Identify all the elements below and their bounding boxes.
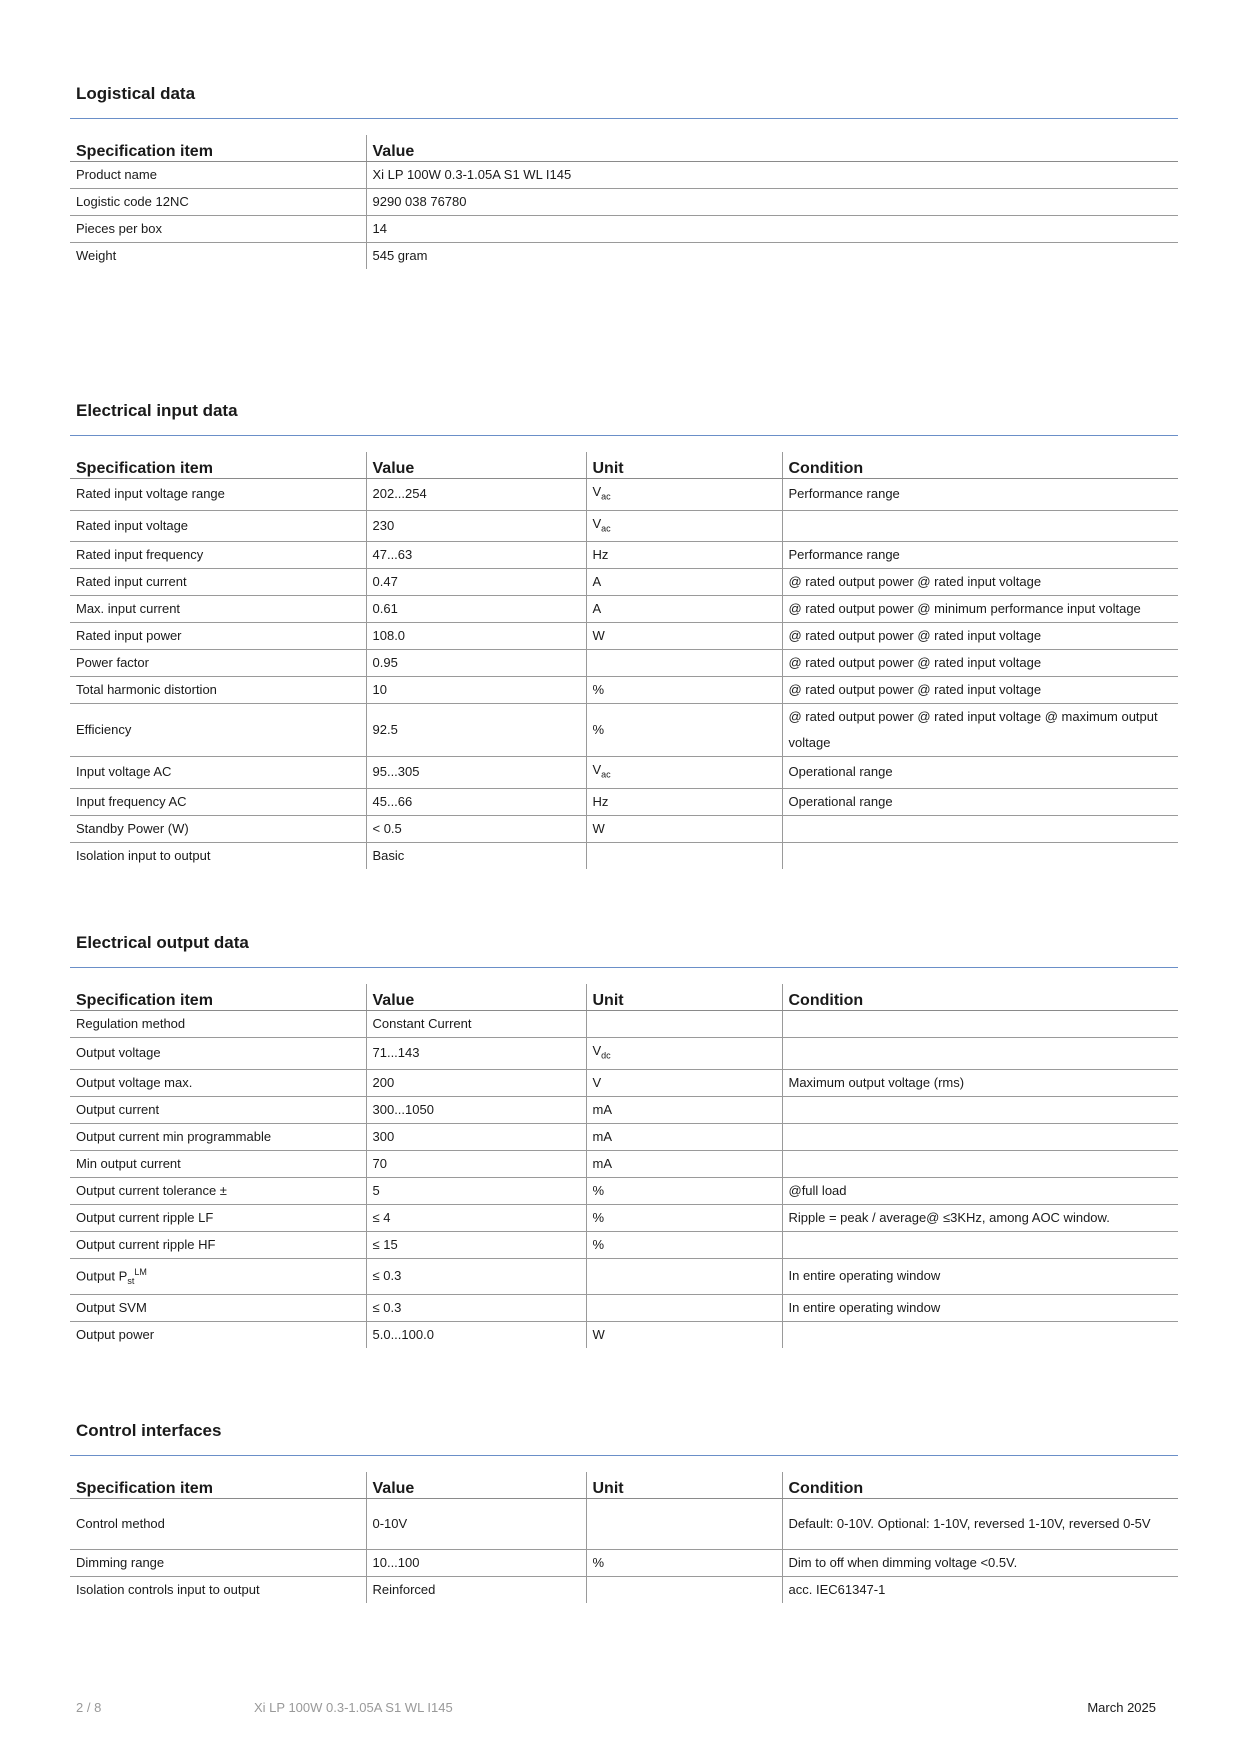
cell-unit-text: mA: [592, 1101, 612, 1117]
cell-unit-text: W: [592, 1326, 605, 1342]
cell-condition-text: Ripple = peak / average@ ≤3KHz, among AOC window.: [788, 1209, 1110, 1225]
cell-unit-text: V: [592, 1043, 602, 1058]
cell-unit: [586, 1294, 782, 1321]
cell-spec-item-text: Output power: [76, 1326, 155, 1342]
cell-condition-text: @ rated output power @ rated input voltage @ maximum output voltage: [788, 709, 1158, 751]
cell-value-text: 0.95: [372, 655, 398, 671]
cell-condition: [782, 677, 1178, 704]
header-value: Value: [366, 1472, 586, 1499]
electrical-input-table: [70, 452, 1178, 869]
cell-spec-item-text: Output current: [76, 1101, 160, 1117]
table-header-row: [70, 452, 1178, 479]
cell-condition: [782, 1038, 1178, 1070]
cell-unit: [586, 1258, 782, 1294]
cell-condition: [782, 1294, 1178, 1321]
cell-spec-item: [70, 542, 366, 569]
cell-spec-item: [70, 216, 366, 243]
cell-spec-item: [70, 243, 366, 270]
header-spec-item: Specification item: [70, 1472, 366, 1499]
cell-value-text: 92.5: [372, 722, 398, 738]
cell-value: [366, 1550, 586, 1577]
cell-spec-item-text: Control method: [76, 1516, 165, 1531]
cell-condition: [782, 1069, 1178, 1096]
section-title: Logistical data: [76, 84, 196, 103]
cell-value-text: 95...305: [372, 764, 420, 780]
cell-condition-text: Default: 0-10V. Optional: 1-10V, reversed 1-10V, reversed 0-5V: [788, 1516, 1151, 1531]
header-condition: Condition: [782, 452, 1178, 479]
cell-spec-item-text: Output voltage max.: [76, 1074, 193, 1090]
cell-spec-item-text: Min output current: [76, 1155, 181, 1171]
cell-unit-text: W: [592, 628, 605, 644]
cell-unit: [586, 479, 782, 511]
table-row: [70, 842, 1178, 869]
cell-spec-item: [70, 1499, 366, 1550]
cell-spec-item-text: Isolation input to output: [76, 847, 211, 863]
cell-value-text: 5: [372, 1182, 380, 1198]
cell-value-text: 230: [372, 517, 395, 533]
cell-value-text: Xi LP 100W 0.3-1.05A S1 WL I145: [372, 167, 572, 182]
table-row: [70, 1577, 1178, 1604]
table-row: [70, 650, 1178, 677]
cell-condition: [782, 1258, 1178, 1294]
cell-value-text: ≤ 0.3: [372, 1268, 402, 1284]
cell-unit: [586, 569, 782, 596]
cell-unit: [586, 1577, 782, 1604]
cell-unit: [586, 542, 782, 569]
cell-unit: [586, 1069, 782, 1096]
cell-unit: [586, 1321, 782, 1348]
cell-condition: [782, 596, 1178, 623]
cell-spec-item-text: Rated input frequency: [76, 547, 204, 563]
header-value: Value: [366, 452, 586, 479]
cell-unit-text: A: [592, 601, 602, 617]
cell-spec-item-text: Input frequency AC: [76, 793, 187, 809]
cell-value-text: 300...1050: [372, 1101, 434, 1117]
cell-unit-subscript: ac: [601, 523, 611, 534]
cell-unit: [586, 1011, 782, 1038]
cell-value-text: Reinforced: [372, 1582, 436, 1597]
cell-unit: [586, 1499, 782, 1550]
cell-condition: [782, 623, 1178, 650]
electrical-output-table: [70, 984, 1178, 1348]
cell-condition: [782, 1499, 1178, 1550]
cell-value: [366, 596, 586, 623]
cell-condition-text: Operational range: [788, 764, 893, 780]
header-value: Value: [366, 984, 586, 1011]
section-divider: [70, 118, 1178, 119]
cell-spec-item-text: Output voltage: [76, 1045, 161, 1061]
page-footer: [76, 1700, 1156, 1720]
cell-condition: [782, 510, 1178, 542]
cell-spec-item: [70, 1177, 366, 1204]
cell-spec-item: [70, 569, 366, 596]
cell-value-text: 0.47: [372, 574, 398, 590]
cell-unit-text: %: [592, 1555, 605, 1570]
cell-condition: [782, 1177, 1178, 1204]
cell-value-text: 14: [372, 221, 387, 236]
table-row: [70, 162, 1178, 189]
cell-value: [366, 1321, 586, 1348]
table-row: [70, 1038, 1178, 1070]
cell-spec-item-text: Output current ripple LF: [76, 1209, 214, 1225]
table-row: [70, 1550, 1178, 1577]
cell-value: [366, 479, 586, 511]
table-row: [70, 569, 1178, 596]
cell-unit: [586, 842, 782, 869]
table-row: [70, 542, 1178, 569]
cell-spec-item-text: Output current ripple HF: [76, 1236, 216, 1252]
cell-value-text: ≤ 15: [372, 1236, 398, 1252]
cell-spec-item: [70, 842, 366, 869]
cell-condition: [782, 1550, 1178, 1577]
cell-value: [366, 569, 586, 596]
cell-spec-item-text: Rated input voltage range: [76, 486, 225, 502]
cell-condition: [782, 569, 1178, 596]
cell-unit-text: Hz: [592, 793, 609, 809]
cell-value-text: 5.0...100.0: [372, 1326, 434, 1342]
electrical-input-section: [70, 391, 1178, 869]
table-row: [70, 1499, 1178, 1550]
cell-unit: [586, 677, 782, 704]
cell-spec-item: [70, 1096, 366, 1123]
cell-value-text: 545 gram: [372, 248, 428, 263]
cell-unit: [586, 1231, 782, 1258]
cell-spec-item-text: Regulation method: [76, 1016, 186, 1031]
cell-spec-item-superscript: LM: [134, 1266, 147, 1277]
table-row: [70, 1011, 1178, 1038]
cell-value: [366, 1231, 586, 1258]
cell-unit-text: V: [592, 762, 602, 778]
cell-value-text: 10: [372, 682, 387, 698]
cell-unit-text: Hz: [592, 547, 609, 563]
control-interfaces-section: [70, 1411, 1178, 1603]
logistical-table: [70, 135, 1178, 269]
table-row: [70, 677, 1178, 704]
electrical-output-section: [70, 923, 1178, 1348]
cell-unit-subscript: ac: [601, 769, 611, 780]
table-row: [70, 757, 1178, 789]
cell-unit-text: %: [592, 1209, 605, 1225]
cell-value-text: 0.61: [372, 601, 398, 617]
cell-spec-item: [70, 162, 366, 189]
cell-unit-text: V: [592, 515, 602, 531]
cell-value: [366, 510, 586, 542]
cell-value: [366, 216, 1178, 243]
cell-spec-item-text: Input voltage AC: [76, 764, 172, 780]
table-header-row: [70, 984, 1178, 1011]
cell-spec-item: [70, 1150, 366, 1177]
header-spec-item: Specification item: [70, 135, 366, 162]
cell-spec-item: [70, 757, 366, 789]
cell-value-text: ≤ 0.3: [372, 1299, 402, 1315]
cell-spec-item: [70, 1069, 366, 1096]
cell-spec-item: [70, 815, 366, 842]
cell-unit: [586, 815, 782, 842]
cell-spec-item-text: Rated input power: [76, 628, 182, 644]
cell-value: [366, 542, 586, 569]
cell-value-text: Basic: [372, 847, 405, 863]
cell-spec-item-text: Output P: [76, 1267, 128, 1283]
table-row: [70, 1096, 1178, 1123]
cell-value: [366, 162, 1178, 189]
cell-spec-item-subscript: st: [127, 1275, 135, 1286]
cell-condition-text: Dim to off when dimming voltage <0.5V.: [788, 1555, 1018, 1570]
cell-value-text: Constant Current: [372, 1016, 472, 1031]
section-title: Electrical output data: [76, 933, 249, 952]
cell-condition-text: In entire operating window: [788, 1268, 941, 1284]
table-row: [70, 596, 1178, 623]
table-row: [70, 1258, 1178, 1294]
cell-condition: [782, 650, 1178, 677]
cell-unit-text: mA: [592, 1128, 612, 1144]
cell-value-text: 71...143: [372, 1045, 420, 1061]
cell-condition: [782, 842, 1178, 869]
cell-spec-item: [70, 1123, 366, 1150]
cell-value: [366, 704, 586, 757]
cell-value: [366, 1177, 586, 1204]
header-condition: Condition: [782, 1472, 1178, 1499]
cell-unit: [586, 1096, 782, 1123]
table-row: [70, 216, 1178, 243]
cell-value-text: 0-10V: [372, 1516, 408, 1531]
cell-condition-text: @ rated output power @ rated input voltage: [788, 574, 1042, 590]
cell-unit: [586, 650, 782, 677]
table-header-row: [70, 1472, 1178, 1499]
cell-value-text: 70: [372, 1155, 387, 1171]
page-number: 2 / 8: [76, 1700, 102, 1715]
control-interfaces-table: [70, 1472, 1178, 1603]
header-value: Value: [366, 135, 1178, 162]
cell-value: [366, 757, 586, 789]
cell-unit-text: V: [592, 1074, 602, 1090]
cell-value-text: 202...254: [372, 486, 427, 502]
cell-unit-text: mA: [592, 1155, 612, 1171]
cell-spec-item-text: Output current min programmable: [76, 1128, 272, 1144]
cell-value: [366, 1069, 586, 1096]
footer-product-name: Xi LP 100W 0.3-1.05A S1 WL I145: [254, 1700, 453, 1715]
cell-unit: [586, 596, 782, 623]
cell-unit-text: A: [592, 574, 602, 590]
cell-value: [366, 623, 586, 650]
table-row: [70, 1123, 1178, 1150]
cell-condition: [782, 1011, 1178, 1038]
cell-spec-item: [70, 623, 366, 650]
cell-condition-text: Operational range: [788, 793, 893, 809]
cell-value: [366, 1096, 586, 1123]
cell-condition-text: Performance range: [788, 486, 900, 502]
cell-spec-item-text: Power factor: [76, 655, 149, 671]
cell-unit-text: %: [592, 1236, 605, 1252]
table-row: [70, 1150, 1178, 1177]
cell-unit-subscript: ac: [601, 491, 611, 502]
section-title: Electrical input data: [76, 401, 238, 420]
header-spec-item: Specification item: [70, 984, 366, 1011]
header-unit: Unit: [586, 984, 782, 1011]
header-unit: Unit: [586, 1472, 782, 1499]
cell-value-text: < 0.5: [372, 820, 402, 836]
footer-date: March 2025: [1087, 1700, 1156, 1715]
section-divider: [70, 967, 1178, 968]
cell-unit: [586, 1123, 782, 1150]
cell-value: [366, 243, 1178, 270]
cell-condition-text: acc. IEC61347-1: [788, 1582, 886, 1597]
cell-condition: [782, 1577, 1178, 1604]
cell-spec-item-text: Product name: [76, 167, 157, 182]
cell-spec-item-text: Output SVM: [76, 1299, 147, 1315]
cell-condition: [782, 1204, 1178, 1231]
cell-spec-item-text: Logistic code 12NC: [76, 194, 189, 209]
cell-spec-item: [70, 189, 366, 216]
cell-spec-item: [70, 1294, 366, 1321]
cell-unit: [586, 510, 782, 542]
cell-value: [366, 1038, 586, 1070]
section-divider: [70, 435, 1178, 436]
cell-condition: [782, 704, 1178, 757]
cell-spec-item: [70, 1321, 366, 1348]
cell-spec-item-text: Max. input current: [76, 601, 181, 617]
cell-condition-text: @full load: [788, 1182, 847, 1198]
table-row: [70, 479, 1178, 511]
cell-unit: [586, 1150, 782, 1177]
cell-spec-item: [70, 1231, 366, 1258]
cell-spec-item-text: Rated input voltage: [76, 517, 189, 533]
cell-condition: [782, 1231, 1178, 1258]
cell-spec-item: [70, 788, 366, 815]
cell-value: [366, 677, 586, 704]
table-row: [70, 815, 1178, 842]
cell-unit-text: %: [592, 722, 605, 738]
cell-unit: [586, 788, 782, 815]
cell-value: [366, 1123, 586, 1150]
cell-spec-item: [70, 1258, 366, 1294]
cell-condition-text: @ rated output power @ rated input voltage: [788, 655, 1042, 671]
cell-spec-item: [70, 704, 366, 757]
cell-spec-item-text: Output current tolerance ±: [76, 1182, 227, 1198]
cell-value: [366, 1499, 586, 1550]
table-row: [70, 1231, 1178, 1258]
table-row: [70, 1321, 1178, 1348]
cell-value: [366, 1294, 586, 1321]
table-row: [70, 1069, 1178, 1096]
cell-spec-item: [70, 677, 366, 704]
cell-condition-text: @ rated output power @ minimum performance input voltage: [788, 601, 1141, 617]
cell-unit: [586, 1550, 782, 1577]
cell-value: [366, 650, 586, 677]
cell-spec-item-text: Dimming range: [76, 1555, 165, 1570]
table-row: [70, 1294, 1178, 1321]
cell-spec-item-text: Isolation controls input to output: [76, 1582, 260, 1597]
cell-condition: [782, 1321, 1178, 1348]
cell-condition: [782, 479, 1178, 511]
cell-value: [366, 1204, 586, 1231]
table-row: [70, 189, 1178, 216]
table-row: [70, 788, 1178, 815]
cell-spec-item: [70, 1204, 366, 1231]
cell-spec-item-text: Standby Power (W): [76, 820, 189, 836]
table-header-row: [70, 135, 1178, 162]
cell-unit: [586, 704, 782, 757]
cell-condition: [782, 815, 1178, 842]
cell-spec-item: [70, 596, 366, 623]
cell-spec-item-text: Efficiency: [76, 722, 132, 738]
cell-condition: [782, 1096, 1178, 1123]
cell-condition-text: Performance range: [788, 547, 900, 563]
table-row: [70, 510, 1178, 542]
cell-condition: [782, 757, 1178, 789]
cell-value-text: 47...63: [372, 547, 413, 563]
cell-value: [366, 788, 586, 815]
cell-unit: [586, 1038, 782, 1070]
cell-spec-item-text: Pieces per box: [76, 221, 162, 236]
section-title: Control interfaces: [76, 1421, 222, 1440]
cell-value-text: 10...100: [372, 1555, 420, 1570]
cell-spec-item: [70, 1577, 366, 1604]
cell-unit-subscript: dc: [601, 1050, 611, 1061]
cell-spec-item-text: Total harmonic distortion: [76, 682, 217, 698]
cell-value-text: 200: [372, 1074, 395, 1090]
cell-value: [366, 1577, 586, 1604]
cell-condition-text: Maximum output voltage (rms): [788, 1074, 965, 1090]
table-row: [70, 1177, 1178, 1204]
cell-spec-item: [70, 510, 366, 542]
cell-value: [366, 1258, 586, 1294]
table-row: [70, 1204, 1178, 1231]
cell-condition: [782, 1150, 1178, 1177]
cell-unit-text: V: [592, 484, 602, 499]
cell-unit: [586, 623, 782, 650]
cell-value: [366, 1150, 586, 1177]
cell-value-text: 108.0: [372, 628, 406, 644]
header-unit: Unit: [586, 452, 782, 479]
cell-condition-text: In entire operating window: [788, 1299, 941, 1315]
header-spec-item: Specification item: [70, 452, 366, 479]
table-row: [70, 623, 1178, 650]
cell-unit: [586, 1177, 782, 1204]
cell-value-text: ≤ 4: [372, 1209, 391, 1225]
logistical-section: [70, 74, 1178, 269]
cell-value: [366, 842, 586, 869]
cell-spec-item: [70, 1550, 366, 1577]
cell-value: [366, 1011, 586, 1038]
cell-value: [366, 189, 1178, 216]
cell-condition: [782, 1123, 1178, 1150]
cell-value-text: 45...66: [372, 793, 413, 809]
cell-spec-item: [70, 1038, 366, 1070]
cell-unit-text: W: [592, 820, 605, 836]
table-row: [70, 704, 1178, 757]
cell-condition-text: @ rated output power @ rated input voltage: [788, 682, 1042, 698]
table-row: [70, 243, 1178, 270]
cell-value: [366, 815, 586, 842]
cell-unit-text: %: [592, 1182, 605, 1198]
header-condition: Condition: [782, 984, 1178, 1011]
cell-unit-text: %: [592, 682, 605, 698]
cell-unit: [586, 757, 782, 789]
cell-spec-item-text: Rated input current: [76, 574, 187, 590]
cell-condition-text: @ rated output power @ rated input voltage: [788, 628, 1042, 644]
cell-spec-item-text: Weight: [76, 248, 117, 263]
cell-condition: [782, 788, 1178, 815]
cell-value-text: 300: [372, 1128, 395, 1144]
cell-value-text: 9290 038 76780: [372, 194, 467, 209]
cell-spec-item: [70, 479, 366, 511]
section-divider: [70, 1455, 1178, 1456]
cell-condition: [782, 542, 1178, 569]
cell-unit: [586, 1204, 782, 1231]
cell-spec-item: [70, 650, 366, 677]
cell-spec-item: [70, 1011, 366, 1038]
